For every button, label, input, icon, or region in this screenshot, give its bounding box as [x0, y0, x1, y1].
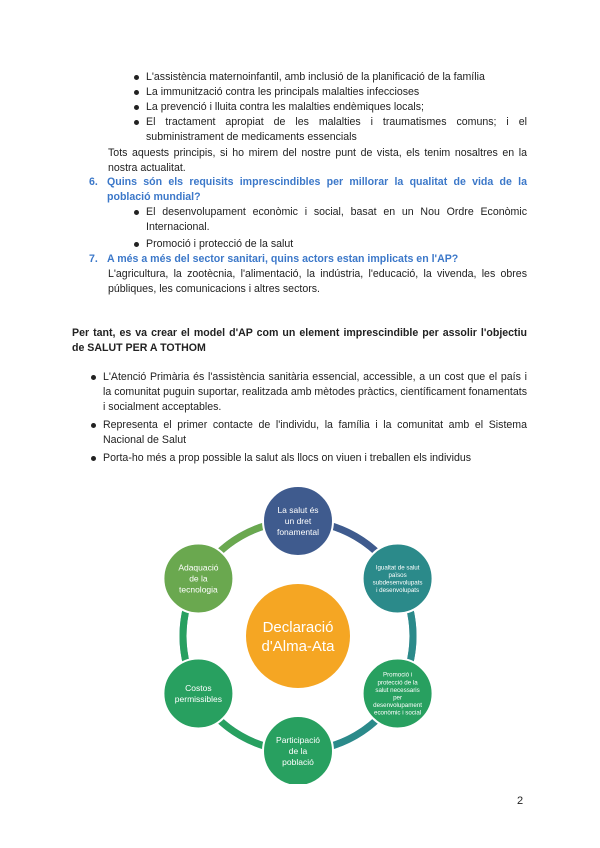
question-6-title: [89, 175, 527, 205]
diagram-node-label-line: salut necessaris: [375, 686, 420, 694]
list-item: Representa el primer contacte de l'individu, la família i la comunitat amb el Sistema Nacional de Salut: [89, 418, 527, 448]
question-7-answer: L'agricultura, la zootècnia, l'alimentació, la indústria, l'educació, la vivenda, les obres públiques, les comunicacions i altres sectors.: [108, 268, 527, 295]
diagram-node-label-line: econòmic i social: [374, 709, 422, 717]
list-item: El tractament apropiat de les malalties i traumatismes comuns; i el subministrament de medicaments essencials: [132, 115, 527, 145]
list-item: El desenvolupament econòmic i social, basat en un Nou Ordre Econòmic Internacional.: [132, 205, 527, 235]
paragraph-principles: Tots aquests principis, si ho mirem del nostre punt de vista, els tenim nosaltres en la nostra actualitat.: [108, 147, 527, 174]
diagram-node-label-line: Igualtat de salut: [375, 564, 420, 572]
question-6-text: Quins són els requisits imprescindibles per millorar la qualitat de vida de la població mundial?: [107, 176, 527, 203]
diagram-node-label-line: països: [388, 571, 407, 579]
list-item: Promoció i protecció de la salut: [132, 237, 527, 252]
diagram-node-label-line: desenvolupament: [373, 702, 423, 710]
diagram-node-label-line: Participació: [276, 734, 320, 745]
question-6-number: 6.: [89, 176, 98, 188]
diagram-node-label-line: de la: [189, 573, 208, 584]
diagram-node-label-line: i desenvolupats: [376, 587, 420, 595]
conclusion: Per tant, es va crear el model d'AP com un element imprescindible per assolir l'objectiu de SALUT PER A TOTHOM: [72, 327, 527, 354]
diagram-node-label-line: subdesenvolupats: [372, 579, 423, 587]
diagram-node-label-line: Promoció i: [382, 671, 413, 679]
diagram-node-label-line: de la: [288, 745, 308, 756]
list-item: La immunització contra les principals malalties infeccioses: [132, 85, 527, 100]
diagram-node-label-line: La salut és: [277, 504, 319, 515]
list-item: Porta-ho més a prop possible la salut als llocs on viuen i treballen els individus: [89, 451, 527, 466]
diagram-node-label-line: població: [282, 756, 314, 767]
list-item: La prevenció i lluita contra les malalties endèmiques locals;: [132, 100, 527, 115]
diagram-node-label-line: Costos: [185, 682, 212, 693]
list-item: L'Atenció Primària és l'assistència sanitària essencial, accessible, a un cost que el país i la comunitat puguin suportar, realitzada amb mètodes pràctics, científicament fonamentats i socialment acceptables.: [89, 370, 527, 415]
diagram-center-line: Declaració: [262, 619, 334, 636]
question-7-title: [89, 252, 527, 267]
question-7-number: 7.: [89, 253, 98, 265]
diagram-center: [246, 584, 350, 688]
question-7: [89, 252, 527, 267]
diagram-node-label-line: per: [393, 694, 403, 702]
list-b: [89, 370, 527, 469]
diagram-node-label-line: protecció de la: [377, 679, 418, 687]
diagram-node-label-line: permissibles: [174, 693, 223, 704]
diagram-node-label-line: un dret: [284, 515, 312, 526]
question-6-items: [132, 205, 527, 254]
diagram-node-label-line: fonamental: [276, 526, 320, 537]
question-6: [89, 175, 527, 205]
diagram-node-label-line: tecnologia: [179, 584, 218, 595]
question-7-text: A més a més del sector sanitari, quins actors estan implicats en l'AP?: [107, 253, 459, 265]
diagram-node-label-line: Adaquació: [178, 562, 219, 573]
diagram-node-label: [373, 564, 423, 594]
list-a: [132, 70, 527, 145]
list-item: L'assistència maternoinfantil, amb inclusió de la planificació de la família: [132, 70, 527, 85]
page-number: 2: [517, 795, 524, 807]
alma-ata-diagram: [158, 476, 458, 784]
diagram-center-line: d'Alma-Ata: [261, 638, 335, 655]
